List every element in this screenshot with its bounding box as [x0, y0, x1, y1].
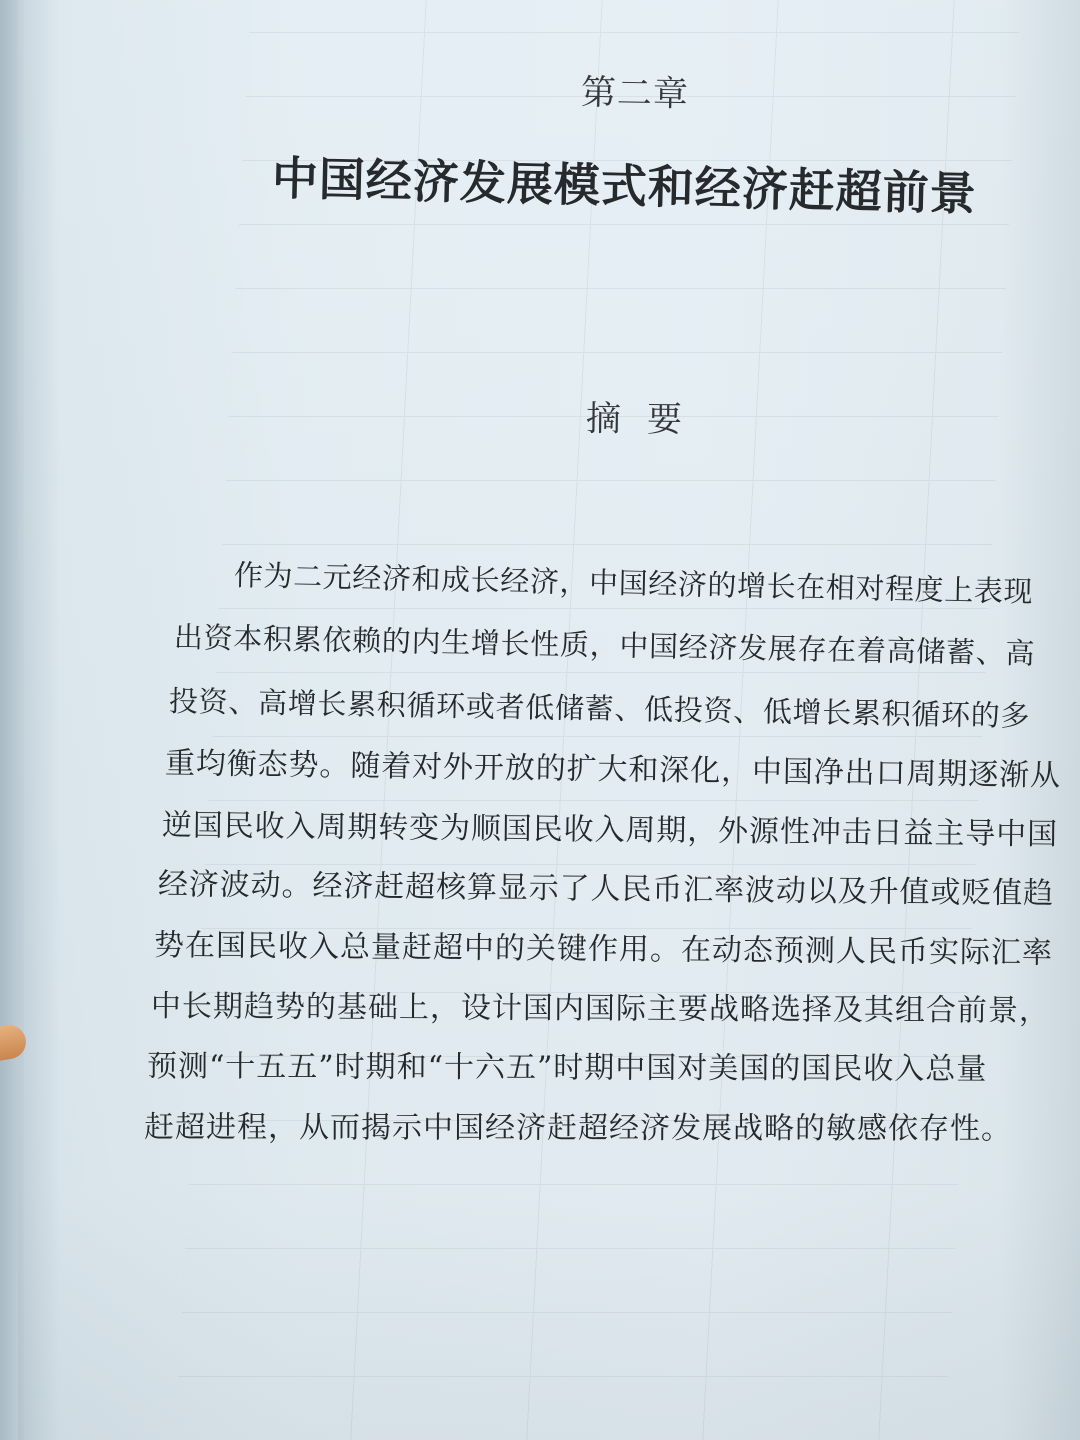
abstract-heading: 摘要 — [585, 399, 709, 441]
abstract-line: 投资、高增长累积循环或者低储蓄、低投资、低增长累积循环的多 — [168, 684, 1031, 734]
chapter-label: 第二章 — [580, 73, 690, 115]
abstract-line: 赶超进程，从而揭示中国经济赶超经济发展战略的敏感依存性。 — [143, 1110, 1013, 1147]
page-surface — [18, 0, 1080, 1440]
abstract-line: 中长期趋势的基础上，设计国内国际主要战略选择及其组合前景， — [150, 989, 1051, 1029]
abstract-line: 出资本积累依赖的内生增长性质，中国经济发展存在着高储蓄、高 — [173, 620, 1036, 671]
abstract-line: 预测“十五五”时期和“十六五”时期中国对美国的国民收入总量 — [146, 1049, 988, 1087]
chapter-title: 中国经济发展模式和经济赶超前景 — [271, 151, 978, 221]
abstract-line: 作为二元经济和成长经济，中国经济的增长在相对程度上表现 — [233, 558, 1034, 609]
abstract-line: 经济波动。经济赶超核算显示了人民币汇率波动以及升值或贬值趋 — [157, 867, 1055, 912]
abstract-line: 重均衡态势。随着对外开放的扩大和深化，中国净出口周期逐渐从 — [164, 746, 1062, 794]
abstract-line: 势在国民收入总量赶超中的关键作用。在动态预测人民币实际汇率 — [153, 928, 1054, 971]
page-shadow — [18, 1180, 1080, 1440]
abstract-line: 逆国民收入周期转变为顺国民收入周期，外源性冲击日益主导中国 — [161, 808, 1059, 853]
